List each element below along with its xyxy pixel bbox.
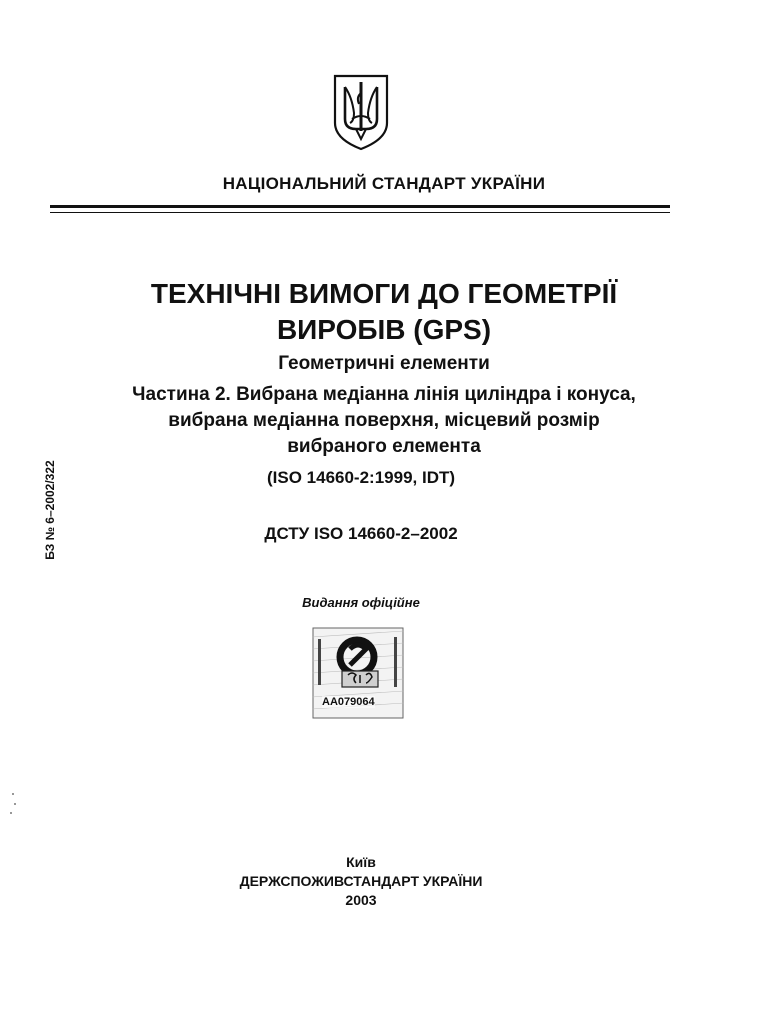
publisher-name: ДЕРЖСПОЖИВСТАНДАРТ УКРАЇНИ bbox=[239, 873, 483, 889]
iso-reference: (ISO 14660-2:1999, IDT) bbox=[266, 468, 456, 487]
publication-city: Київ bbox=[346, 854, 376, 870]
part-line-2: вибрана медіанна поверхня, місцевий розмір bbox=[168, 410, 600, 431]
scan-speck bbox=[14, 803, 16, 805]
publication-year: 2003 bbox=[345, 892, 377, 908]
side-registration-code: БЗ № 6–2002/322 bbox=[43, 460, 57, 560]
official-edition-label: Видання офіційне bbox=[302, 595, 420, 610]
scan-speck bbox=[12, 793, 14, 795]
publication-footer bbox=[0, 853, 722, 910]
document-title bbox=[40, 276, 728, 348]
national-standard-heading: НАЦІОНАЛЬНИЙ СТАНДАРТ УКРАЇНИ bbox=[222, 174, 546, 193]
title-line-1: ТЕХНІЧНІ ВИМОГИ ДО ГЕОМЕТРІЇ bbox=[150, 278, 618, 309]
part-description bbox=[40, 382, 728, 460]
header-rule-thick bbox=[50, 205, 670, 208]
header-rule-thin bbox=[50, 212, 670, 213]
scan-speck bbox=[10, 812, 12, 814]
title-line-2: ВИРОБІВ (GPS) bbox=[276, 314, 492, 345]
part-line-3: вибраного елемента bbox=[287, 436, 481, 457]
trident-coat-of-arms-icon bbox=[332, 73, 390, 151]
part-line-1: Частина 2. Вибрана медіанна лінія циліндра і конуса, bbox=[132, 384, 636, 405]
document-subtitle: Геометричні елементи bbox=[278, 353, 490, 374]
stamp-serial-number: AA079064 bbox=[322, 696, 375, 708]
dstu-number: ДСТУ ISO 14660-2–2002 bbox=[264, 524, 458, 543]
